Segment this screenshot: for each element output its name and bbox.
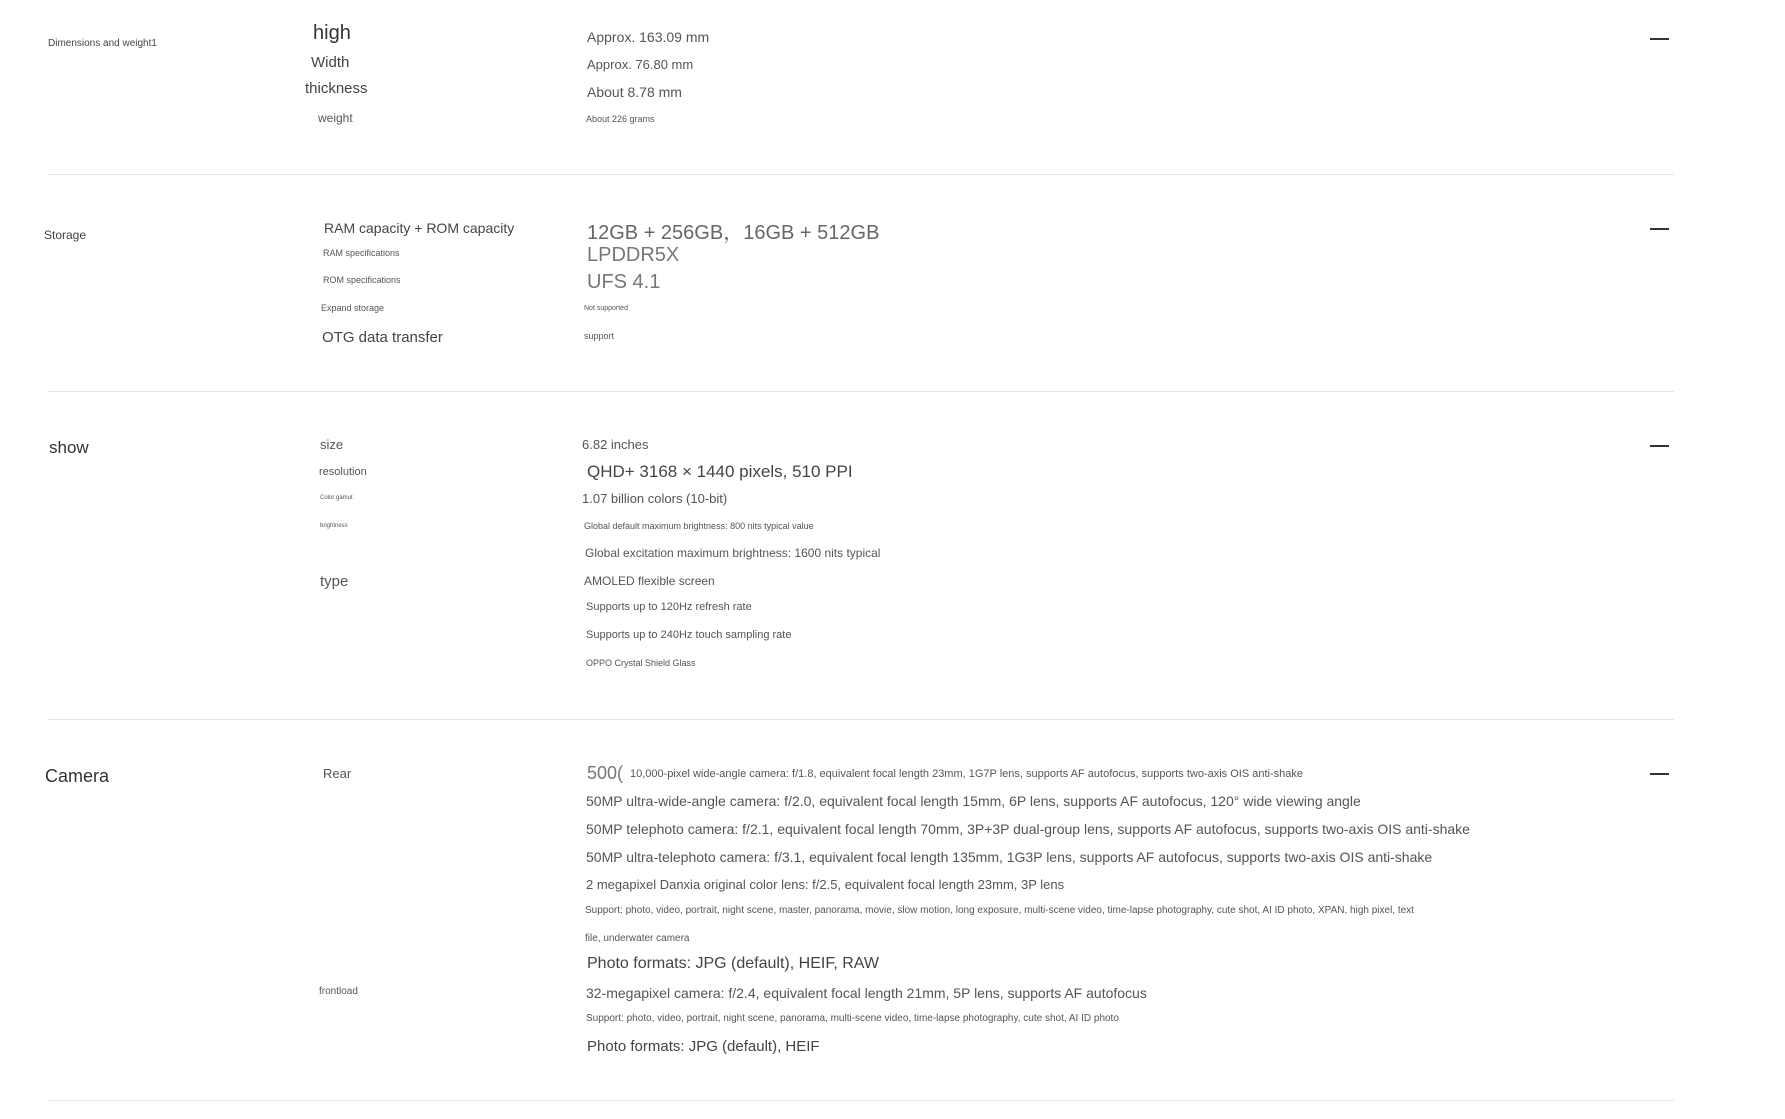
spec-label: RAM specifications [323, 248, 400, 258]
collapse-button[interactable] [1650, 773, 1669, 775]
spec-value: Supports up to 240Hz touch sampling rate [586, 629, 792, 641]
spec-value: Approx. 76.80 mm [587, 57, 694, 72]
section-title: show [49, 438, 89, 457]
spec-value: LPDDR5X [587, 244, 680, 266]
spec-value: 2 megapixel Danxia original color lens: f/2.5, equivalent focal length 23mm, 3P lens [586, 877, 1065, 892]
spec-value: Supports up to 120Hz refresh rate [586, 601, 752, 613]
spec-value: 12GB + 256GB，16GB + 512GB [587, 222, 880, 244]
spec-label: RAM capacity + ROM capacity [324, 220, 515, 236]
section-title: Storage [44, 228, 87, 242]
section-divider [47, 1100, 1674, 1101]
section-title: Camera [45, 766, 110, 786]
spec-value: support [584, 331, 615, 341]
collapse-button[interactable] [1650, 38, 1669, 40]
spec-label: frontload [319, 986, 358, 997]
section-divider [47, 391, 1674, 392]
spec-label: Rear [323, 766, 352, 781]
section-title: Dimensions and weight1 [48, 38, 157, 49]
spec-label: type [320, 573, 349, 590]
spec-value: UFS 4.1 [587, 271, 661, 293]
spec-label: weight [318, 111, 353, 125]
spec-value: 10,000-pixel wide-angle camera: f/1.8, equivalent focal length 23mm, 1G7P lens, supports AF autofocus, supports two-axis OIS anti-shake [630, 768, 1303, 780]
spec-value: Photo formats: JPG (default), HEIF [587, 1038, 820, 1055]
spec-label: Width [311, 54, 350, 71]
collapse-button[interactable] [1650, 445, 1669, 447]
spec-value: QHD+ 3168 × 1440 pixels, 510 PPI [587, 462, 853, 481]
spec-value: 50MP ultra-telephoto camera: f/3.1, equivalent focal length 135mm, 1G3P lens, supports AF autofocus, supports two-axis OIS anti-shake [586, 849, 1433, 865]
spec-label: resolution [319, 466, 367, 478]
spec-label: thickness [305, 80, 368, 97]
spec-value: Photo formats: JPG (default), HEIF, RAW [587, 955, 879, 972]
spec-label: high [313, 22, 351, 44]
collapse-button[interactable] [1650, 228, 1669, 230]
spec-value: Support: photo, video, portrait, night scene, panorama, multi-scene video, time-lapse photography, cute shot, AI ID photo [586, 1013, 1119, 1024]
spec-value: 6.82 inches [582, 437, 649, 452]
spec-value: AMOLED flexible screen [584, 574, 715, 588]
spec-value: 50MP ultra-wide-angle camera: f/2.0, equivalent focal length 15mm, 6P lens, supports AF autofocus, 120° wide viewing angle [586, 793, 1361, 809]
section-divider [47, 719, 1674, 720]
spec-value: 500( [587, 763, 624, 783]
spec-value: 1.07 billion colors (10-bit) [582, 491, 728, 506]
spec-value: Not supported [584, 305, 628, 312]
spec-value: OPPO Crystal Shield Glass [586, 658, 696, 668]
spec-label: size [320, 437, 344, 452]
spec-value: Approx. 163.09 mm [587, 29, 710, 45]
spec-value: file, underwater camera [585, 933, 690, 944]
spec-label: ROM specifications [323, 275, 401, 285]
spec-value: Global excitation maximum brightness: 1600 nits typical [585, 546, 881, 560]
spec-value: 32-megapixel camera: f/2.4, equivalent focal length 21mm, 5P lens, supports AF autofocus [586, 985, 1147, 1001]
spec-label: Color gamut [320, 495, 353, 501]
spec-value: 50MP telephoto camera: f/2.1, equivalent focal length 70mm, 3P+3P dual-group lens, supports AF autofocus, supports two-axis OIS anti-shake [586, 821, 1470, 837]
spec-value: About 226 grams [586, 114, 655, 124]
spec-value: Global default maximum brightness: 800 nits typical value [584, 521, 814, 531]
spec-value: About 8.78 mm [587, 84, 682, 100]
spec-label: Expand storage [321, 303, 385, 313]
spec-label: OTG data transfer [322, 329, 443, 346]
section-divider [47, 174, 1674, 175]
spec-label: brightness [320, 523, 348, 529]
spec-value: Support: photo, video, portrait, night scene, master, panorama, movie, slow motion, long exposure, multi-scene video, time-lapse photography, cute shot, AI ID photo, XPAN, high pixel, text [585, 905, 1414, 916]
